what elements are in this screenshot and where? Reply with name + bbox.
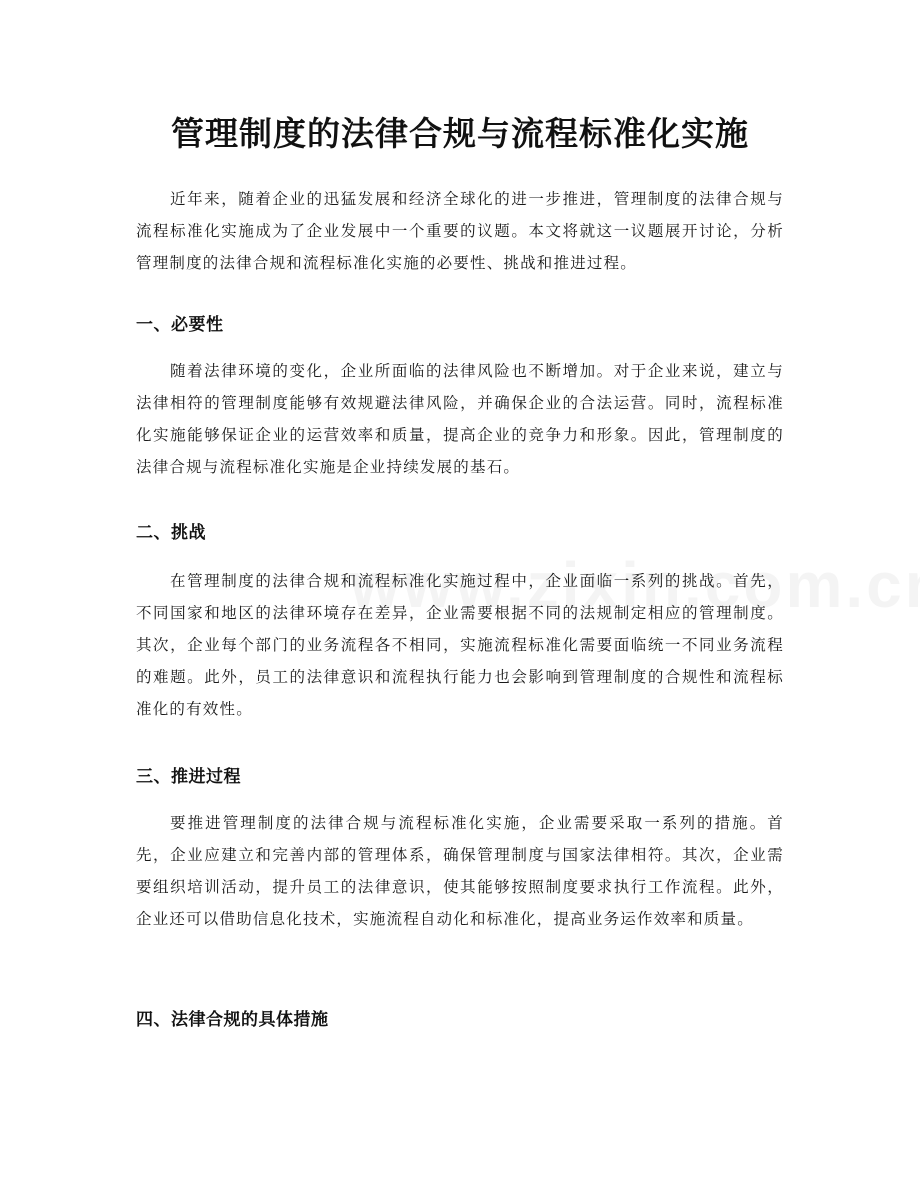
section-heading-measures: 四、法律合规的具体措施 (136, 1010, 329, 1030)
intro-paragraph: 近年来，随着企业的迅猛发展和经济全球化的进一步推进，管理制度的法律合规与流程标准化实施成为了企业发展中一个重要的议题。本文将就这一议题展开讨论，分析管理制度的法律合规和流程标准化实施的必要性、挑战和推进过程。 (136, 190, 784, 272)
section-body-challenges: 在管理制度的法律合规和流程标准化实施过程中，企业面临一系列的挑战。首先，不同国家和地区的法律环境存在差异，企业需要根据不同的法规制定相应的管理制度。其次，企业每个部门的业务流程各不相同，实施流程标准化需要面临统一不同业务流程的难题。此外，员工的法律意识和流程执行能力也会影响到管理制度的合规性和流程标准化的有效性。 (136, 572, 784, 718)
section-heading-challenges: 二、挑战 (136, 523, 206, 543)
section-body-process: 要推进管理制度的法律合规与流程标准化实施，企业需要采取一系列的措施。首先，企业应建立和完善内部的管理体系，确保管理制度与国家法律相符。其次，企业需要组织培训活动，提升员工的法律意识，使其能够按照制度要求执行工作流程。此外，企业还可以借助信息化技术，实施流程自动化和标准化，提高业务运作效率和质量。 (136, 814, 784, 928)
section-body-necessity: 随着法律环境的变化，企业所面临的法律风险也不断增加。对于企业来说，建立与法律相符的管理制度能够有效规避法律风险，并确保企业的合法运营。同时，流程标准化实施能够保证企业的运营效率和质量，提高企业的竞争力和形象。因此，管理制度的法律合规与流程标准化实施是企业持续发展的基石。 (136, 362, 784, 476)
section-heading-necessity: 一、必要性 (136, 315, 224, 335)
document-title: 管理制度的法律合规与流程标准化实施 (171, 114, 749, 153)
section-heading-process: 三、推进过程 (136, 767, 241, 787)
